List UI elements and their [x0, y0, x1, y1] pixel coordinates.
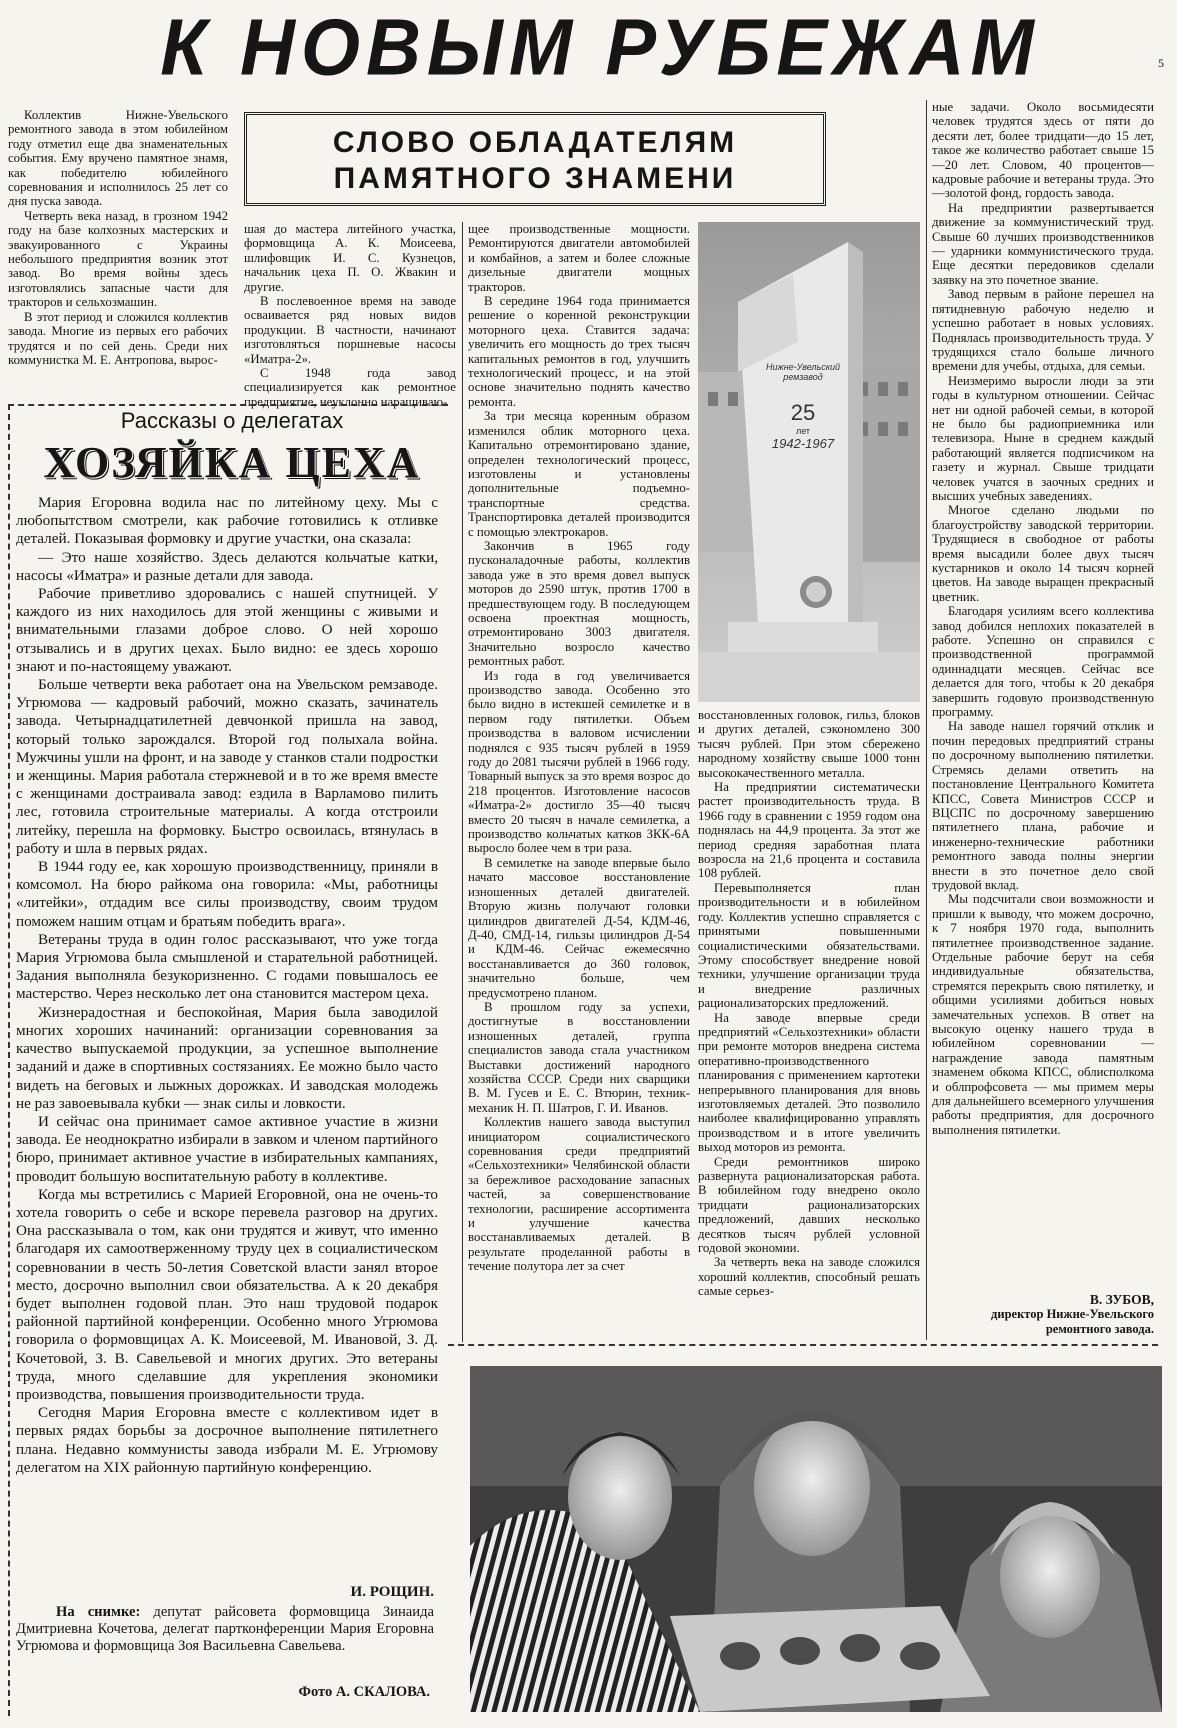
- paragraph: Когда мы встретились с Марией Егоровной, она не очень-то хотела говорить о себе и вскоре перевела разговор на других. Она рассказывала о том, как они трудятся и живут, что именно благодаря их самоотверженному труду цех в социалистическом соревновании в честь 50-летия Советской власти занял второе место, досрочно выполнил свои обязательства. А к 20 декабря будет выполнен годовой план. Это наш трудовой подарок районной партийной конференции. Особенно много Угрюмова говорила о формовщицах А. К. Моисеевой, М. Ивановой, З. Д. Кочетовой, З. В. Савельевой и многих других. Это ветераны труда, много сделавшие для укрепления экономики производства, повышения производительности труда.: [16, 1185, 438, 1403]
- paragraph: В семилетке на заводе впервые было начато массовое восстановление изношенных деталей двигателей. Вторую жизнь получают головки цилиндров двигателей Д-54, КДМ-46, Д-40, СМД-14, гильзы цилиндров Д-54 и КДМ-46. Сейчас ежемесячно восстанавливается до 360 головок, значительно больше, чем предусмотрено планом.: [468, 855, 690, 1000]
- section-heading-line: СЛОВО ОБЛАДАТЕЛЯМ: [332, 126, 738, 159]
- column-1-intro: [8, 108, 228, 394]
- paragraph: Завод первым в районе перешел на пятидневную рабочую неделю и успешно работает в новых условиях. Поднялась производительность труда. У трудящихся стало больше личного времени для учебы, отдыха, для семьи.: [932, 287, 1154, 374]
- column-5: [932, 100, 1154, 1292]
- monument-inscription: лет: [795, 426, 811, 436]
- paragraph: На заводе впервые среди предприятий «Сельхозтехники» области при ремонте моторов внедрена система оперативно-производственного планирования с применением картотеки непрерывного планирования для вновь изготовляемых деталей. Это позволило наиболее квалифицированно управлять производством и в итоге увеличить выход моторов из ремонта.: [698, 1010, 920, 1155]
- paragraph: шая до мастера литейного участка, формовщица А. К. Моисеева, шлифовщик И. С. Кузнецов, начальник цеха П. О. Жвакин и другие.: [244, 222, 456, 294]
- monument-inscription: 1942-1967: [771, 436, 835, 451]
- paragraph: За четверть века на заводе сложился хороший коллектив, способный решать самые серьез-: [698, 1255, 920, 1299]
- monument-inscription: 25: [790, 400, 816, 425]
- workers-photo-drawing: [470, 1366, 1162, 1712]
- paragraph: В 1944 году ее, как хорошую производственницу, приняли в комсомол. На бюро райкома она говорила: «Мы, работницы «литейки», отдадим все силы производству, своим трудом поможем нашим отцам и братьям победить врага».: [16, 858, 438, 930]
- paragraph: Многое сделано людьми по благоустройству заводской территории. Трудящиеся в свободное от работы время высадили более двух тысяч кустарников и около 14 тысяч корней цветов. На заводе выращен прекрасный цветник.: [932, 503, 1154, 604]
- monument-photo-drawing: [698, 222, 920, 702]
- paragraph: Мы подсчитали свои возможности и пришли к выводу, что можем досрочно, к 7 ноября 1970 года, выполнить пятилетнее производственное задание. Отдельные рабочие берут на себя индивидуальные обязательства, стремятся перекрыть свою пятилетку, и общими усилиями добиться новых замечательных успехов. В ответ на высокую оценку нашего труда в юбилейном соревновании — награждение завода памятным знаменем обкома КПСС, облисполкома и облпрофсовета — мы примем меры для дальнейшего всемерного улучшения работы предприятия, для досрочного выполнения пятилетки.: [932, 892, 1154, 1137]
- paragraph: Коллектив нашего завода выступил инициатором социалистического соревнования среди предприятий «Сельхозтехники» Челябинской области за бережливое расходование запасных частей, за совершенствование технологии, расширение ассортимента и улучшение качества восстанавливаемых деталей. В результате проделанной работы в течение полутора лет за счет: [468, 1115, 690, 1274]
- paragraph: В прошлом году за успехи, достигнутые в восстановлении изношенных деталей, группа специалистов завода стала участником Выставки достижений народного хозяйства СССР. Среди них сварщики В. М. Гусев и Е. С. Втюрин, техник-механик Н. П. Шатров, Г. И. Иванов.: [468, 999, 690, 1115]
- paragraph: Из года в год увеличивается производство завода. Особенно это было видно в истекшей семилетке и в первом году пятилетки. Объем производства в валовом исчислении поднялся с 935 тысяч рублей в 1959 году до 2081 тысячи рублей в 1966 году. Товарный выпуск за это время возрос до 218 процентов. Изготовление насосов «Иматра-2» достигло 35—40 тысяч вместо 20 тысяч в начале семилетка, а производство кольчатых катков ЗКК-6А выросло более чем в три раза.: [468, 668, 690, 856]
- paragraph: Закончив в 1965 году пусконаладочные работы, коллектив завода уже в это время довел выпуск моторов до 2590 штук, против 1700 в предшествующем году. В последующем освоена проектная мощность, отремонтировано 3003 двигателя. Значительно возросло качество ремонтных работ.: [468, 538, 690, 669]
- section-divider: [448, 1344, 1158, 1346]
- paragraph: На предприятии систематически растет производительность труда. В 1966 году в сравнении с 1959 годом она поднялась на 44,9 процента. За этот же период средняя заработная плата возросла на 21,6 процента и составила 108 рублей.: [698, 780, 920, 881]
- photo-credit: [16, 1684, 430, 1701]
- caption-lead: На снимке:: [56, 1604, 141, 1620]
- paragraph: В этот период и сложился коллектив завода. Многие из первых его рабочих трудятся и по сей день. Среди них коммунистка М. Е. Антропова, вырос-: [8, 309, 228, 367]
- signature-roshchin: И. РОЩИН.: [350, 1584, 434, 1600]
- monument-inscription: Нижне-Увельский: [766, 362, 840, 372]
- column-2: [244, 222, 456, 409]
- paragraph: восстановленных головок, гильз, блоков и других деталей, сэкономлено 300 тысяч рублей. При этом сбережено народному хозяйству свыше 1000 тонн высококачественного металла.: [698, 708, 920, 780]
- paragraph: Перевыполняется план производительности и в юбилейном году. Коллектив успешно справляется с принятыми повышенными социалистическими обязательствами. Этому способствует внедрение новой техники, улучшение организации труда и внедрение различных рационализаторских предложений.: [698, 880, 920, 1011]
- caption-text: депутат райсовета формовщица Зинаида Дмитриевна Кочетова, делегат партконференции Мария Егоровна Угрюмова и формовщица Зоя Васильевна Савельева.: [16, 1604, 434, 1655]
- paragraph: Сегодня Мария Егоровна вместе с коллективом идет в первых рядах борьбы за досрочное выполнение пятилетнего плана. Недавно коммунисты завода избрали М. Е. Угрюмову делегатом на XIX районную партийную конференцию.: [16, 1404, 438, 1476]
- paragraph: В послевоенное время на заводе осваивается ряд новых видов продукции. В частности, начинают изготовляться поршневые насосы «Иматра-2».: [244, 294, 456, 366]
- section-heading-box: [244, 112, 826, 206]
- workers-photo: [470, 1366, 1162, 1712]
- paragraph: С 1948 года завод специализируется как ремонтное предприятие, неуклонно наращиваю-: [244, 366, 456, 409]
- headline: К НОВЫМ РУБЕЖАМ: [160, 2, 1040, 93]
- paragraph: Четверть века назад, в грозном 1942 году на базе колхозных мастерских и эвакуированного с Украины небольшого предприятия возник этот завод. Во время войны здесь изготовлялись запасные части для тракторов и сельхозмашин.: [8, 208, 228, 310]
- paragraph: И сейчас она принимает самое активное участие в жизни завода. Ее неоднократно избирали в завком и членом партийного бюро, принимает активное участие в избирательных кампаниях, проводит большую воспитательную работу в коллективе.: [16, 1112, 438, 1185]
- rubric: Рассказы о делегатах: [120, 408, 344, 433]
- paragraph: Жизнерадостная и беспокойная, Мария была заводилой многих хороших начинаний: организации соревнования за качество выпускаемой продукции, за успешное выполнение заданий и даже в спортивных состязаниях. Ее можно было часто видеть на беговых и лыжных дорожках. И заводская молодежь не раз завоевывала кубки — знак силы и ловкости.: [16, 1003, 438, 1112]
- photo-credit-name: А. СКАЛОВА.: [335, 1684, 430, 1700]
- story-title: ХОЗЯЙКА ЦЕХА: [43, 438, 421, 487]
- paragraph: — Это наше хозяйство. Здесь делаются кольчатые катки, насосы «Иматра» и разные детали для завода.: [16, 548, 438, 584]
- paragraph: щее производственные мощности. Ремонтируются двигатели автомобилей и комбайнов, а затем и более сложные дизельные двигатели мощных тракторов.: [468, 222, 690, 294]
- column-3: [468, 222, 690, 1338]
- paragraph: ные задачи. Около восьмидесяти человек трудятся здесь от пяти до десяти лет, более тридцати—до 15 лет, такое же количество работает свыше 15—20 лет. Словом, 40 процентов—кадровые рабочие и ветераны труда. Это—золотой фонд, гордость завода.: [932, 100, 1154, 201]
- signature-title: директор Нижне-Увельского: [991, 1307, 1154, 1321]
- signature-name: В. ЗУБОВ,: [1089, 1292, 1154, 1307]
- paragraph: Мария Егоровна водила нас по литейному цеху. Мы с любопытством смотрели, как рабочие готовились к отливке деталей. Показывая формовку и другие участки, она сказала:: [16, 494, 438, 548]
- signature-zubov: [932, 1292, 1154, 1337]
- photo-credit-lead: Фото: [298, 1684, 333, 1700]
- paragraph: На заводе нашел горячий отклик и почин передовых предприятий страны по досрочному выполнению пятилетки. Стремясь делами ответить на постановление Центрального Комитета КПСС, Совета Министров СССР и ВЦСПС по досрочному завершению пятилетнего плана, рабочие и инженерно-технические работники ремонтного завода полны энергии внести в это почетное дело свой трудовой вклад.: [932, 719, 1154, 892]
- photo-caption: [16, 1604, 434, 1678]
- paragraph: В середине 1964 года принимается решение о коренной реконструкции моторного цеха. Ставится задача: увеличить его мощность до трех тысяч капитальных ремонтов в год, улучшить технологический процесс, и на этой основе значительно поднять качество ремонта.: [468, 294, 690, 409]
- paragraph: Ветераны труда в один голос рассказывают, что уже тогда Мария Угрюмова была смышленой и старательной работницей. Задания выполняла безукоризненно. С годами повышалось ее мастерство. Через несколько лет она становится мастером цеха.: [16, 930, 438, 1003]
- monument-photo: [698, 222, 920, 702]
- paragraph: Больше четверти века работает она на Увельском ремзаводе. Угрюмова — кадровый рабочий, можно сказать, зачинатель завода. Четырнадцатилетней девчонкой пришла на завод, который только зарождался. Второй год полыхала война. Мужчины ушли на фронт, и на заводе у станков стали подростки и женщины. Мария работала стержневой и в то же время вместе с женщинами достраивала завод: ездила в Варламово пилить лес, готовила строительные материалы. А когда отстроили литейку, перешла на формовку. Быстро освоилась, втянулась в работу и шла в первых рядах.: [16, 676, 438, 857]
- paragraph: Коллектив Нижне-Увельского ремонтного завода в этом юбилейном году отметил еще два знаменательных события. Ему вручено памятное знамя, как победителю юбилейного соревнования и исполнилось 25 лет со дня пуска завода.: [8, 108, 228, 209]
- section-heading-line: ПАМЯТНОГО ЗНАМЕНИ: [333, 162, 737, 195]
- story-body: [16, 494, 438, 1586]
- column-4: [698, 708, 920, 1338]
- corner-mark: 5: [1158, 56, 1164, 70]
- monument-inscription: ремзавод: [783, 372, 823, 382]
- paragraph: На предприятии развертывается движение за коммунистический труд. Свыше 60 лучших производственников — ударники коммунистического труда. Еще десятки передовиков сделали заявку на это почетное звание.: [932, 200, 1154, 287]
- signature-title: ремонтного завода.: [1045, 1322, 1154, 1336]
- paragraph: Неизмеримо выросли люди за эти годы в культурном отношении. Сейчас нет ни одной рабочей семьи, в которой не было бы радиоприемника или телевизора. Ныне в среднем каждый работающий является подписчиком на газету и журнал. Свыше тридцати человек учатся в заочных средних и высших учебных заведениях.: [932, 373, 1154, 503]
- paragraph: Среди ремонтников широко развернута рационализаторская работа. В юбилейном году внедрено около тридцати рационализаторских предложений, давших несколько десятков тысяч рублей условной годовой экономии.: [698, 1154, 920, 1256]
- paragraph: За три месяца коренным образом изменился облик моторного цеха. Капитально отремонтировано здание, определен технологический процесс, изготовлены и установлены дополнительные подъемно-транспортные средства. Транспортировка деталей производится с помощью электрокаров.: [468, 409, 690, 539]
- paragraph: Благодаря усилиям всего коллектива завод добился неплохих показателей в работе. Успешно он справился с производственной программой одиннадцати месяцев. Сейчас все делается для того, чтобы к 20 декабря завершить годовую производственную программу.: [932, 604, 1154, 720]
- column-rule: [462, 222, 463, 1342]
- paragraph: Рабочие приветливо здоровались с нашей спутницей. У каждого из них находилось для этой женщины с живыми и внимательными глазами доброе слово. О ней хорошо отзывались и в других цехах. Было видно: ее здесь хорошо знают и по-настоящему уважают.: [16, 585, 438, 675]
- column-rule: [926, 100, 927, 1340]
